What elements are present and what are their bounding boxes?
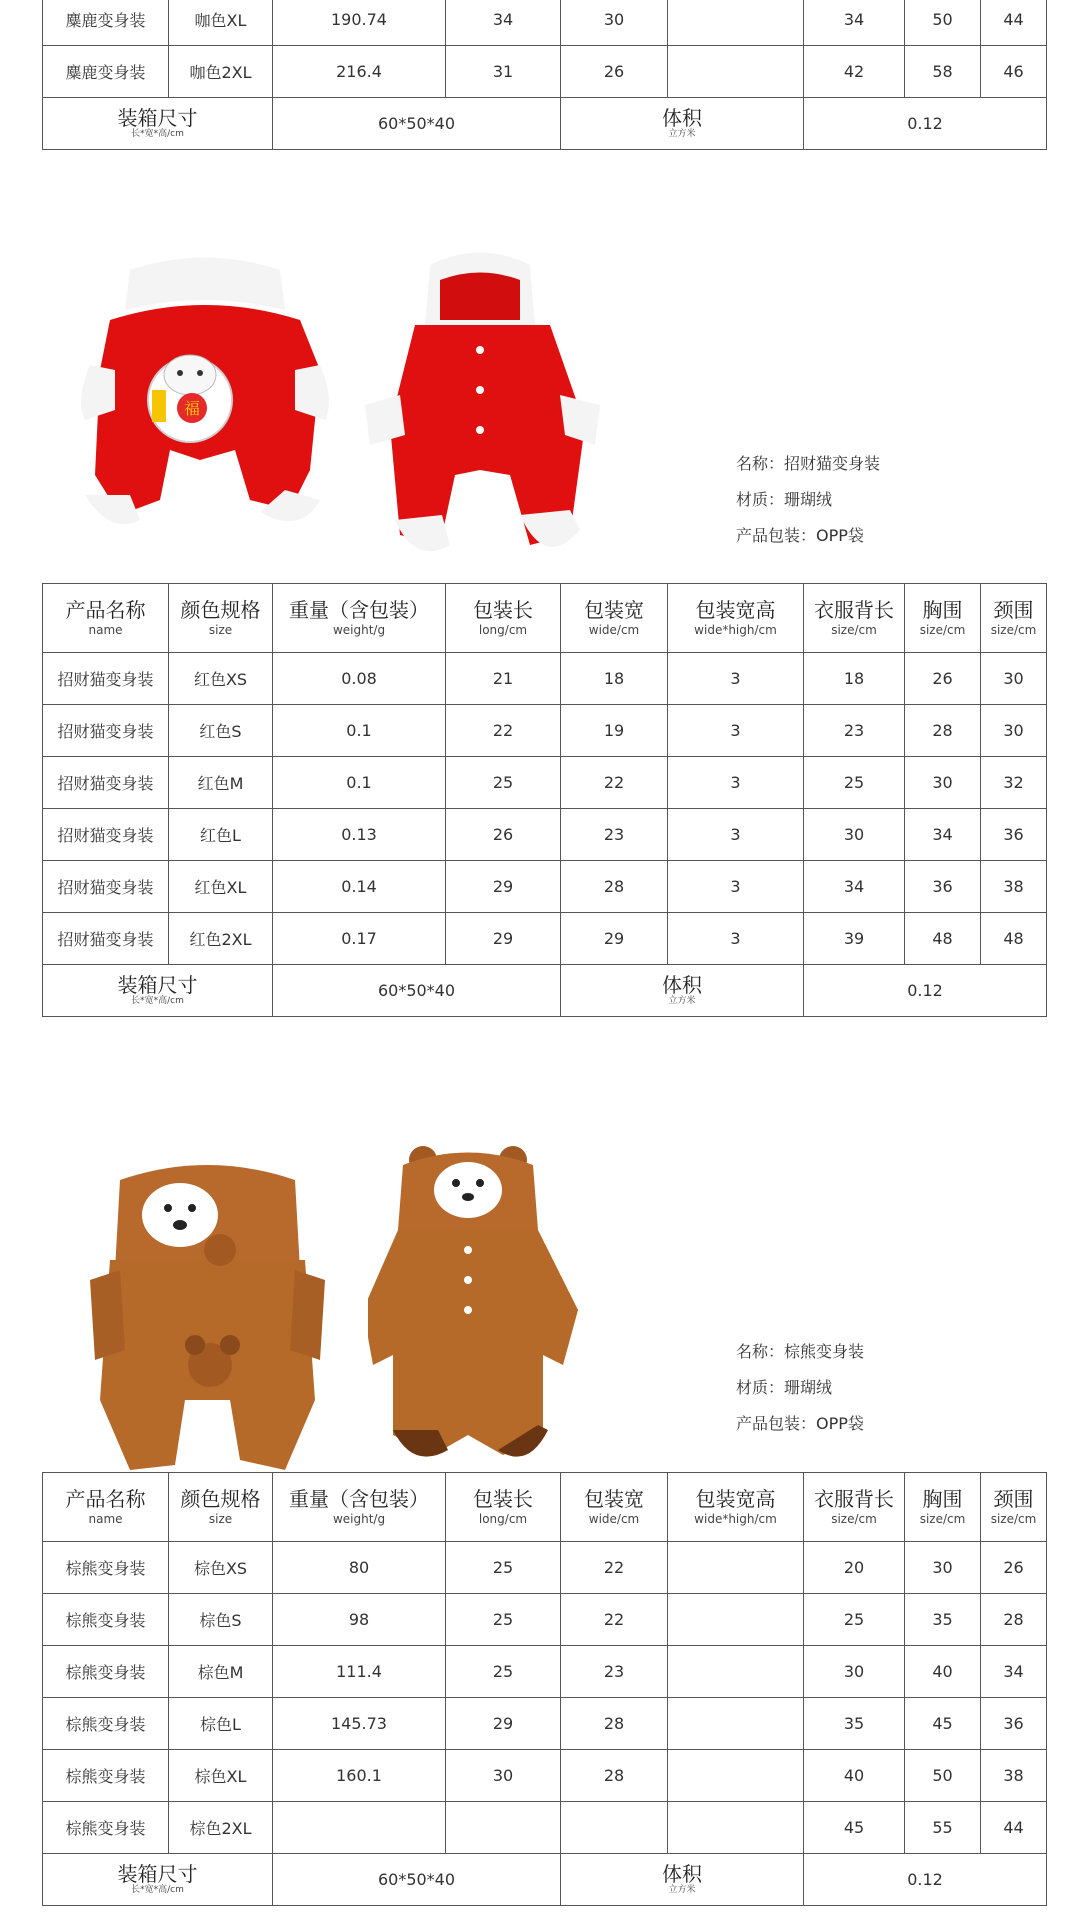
- box-dimensions: 60*50*40: [377, 114, 456, 133]
- table-cell: 145.73: [273, 1698, 446, 1750]
- box-size-label-cell: [43, 965, 273, 1017]
- table-cell: 棕色XL: [169, 1750, 273, 1802]
- volume-label-cell: [561, 965, 804, 1017]
- table-cell: 25: [446, 1646, 561, 1698]
- table-cell: 棕色2XL: [169, 1802, 273, 1854]
- table-cell: 160.1: [273, 1750, 446, 1802]
- table-cell: 30: [905, 757, 981, 809]
- header-zh: 颈围: [993, 1487, 1034, 1511]
- header-cell: [446, 1473, 561, 1542]
- table-cell: 棕色XS: [169, 1542, 273, 1594]
- volume-value-cell: [804, 965, 1047, 1017]
- table-cell: 34: [905, 809, 981, 861]
- header-cell: [981, 584, 1047, 653]
- table-cell: 22: [561, 1542, 668, 1594]
- table-cell: 34: [804, 861, 905, 913]
- table-cell: 42: [804, 46, 905, 98]
- box-dimensions-cell: [273, 98, 561, 150]
- bear-info: [736, 1334, 864, 1442]
- table-cell: 0.1: [273, 757, 446, 809]
- header-en: wide*high/cm: [694, 1512, 777, 1526]
- table-cell: 3: [668, 705, 804, 757]
- table-cell: [668, 0, 804, 46]
- info-name: 名称：棕熊变身装: [736, 1342, 865, 1361]
- table-cell: 39: [804, 913, 905, 965]
- table-cell: 36: [905, 861, 981, 913]
- info-material: 材质：珊瑚绒: [736, 1378, 833, 1397]
- header-en: wide/cm: [588, 1512, 640, 1526]
- table-cell: 28: [561, 1698, 668, 1750]
- header-cell: [43, 584, 169, 653]
- table-cell: 31: [446, 46, 561, 98]
- table-cell: 38: [981, 861, 1047, 913]
- header-zh: 胸围: [922, 1487, 963, 1511]
- header-en: weight/g: [332, 623, 386, 637]
- info-material: 材质：珊瑚绒: [736, 490, 833, 509]
- table-cell: 25: [446, 757, 561, 809]
- box-size-sublabel: 长*宽*高/cm: [131, 1885, 184, 1895]
- box-size-row: [43, 1854, 1047, 1906]
- header-en: size/cm: [990, 1512, 1037, 1526]
- table-cell: 36: [981, 809, 1047, 861]
- table-cell: 21: [446, 653, 561, 705]
- header-cell: [43, 1473, 169, 1542]
- table-cell: 22: [446, 705, 561, 757]
- header-zh: 包装长: [473, 598, 533, 622]
- box-dimensions: 60*50*40: [377, 981, 456, 1000]
- header-cell: [905, 584, 981, 653]
- table-cell: 0.14: [273, 861, 446, 913]
- table-row: [43, 1750, 1047, 1802]
- box-size-sublabel: 长*宽*高/cm: [131, 129, 184, 139]
- header-cell: [905, 1473, 981, 1542]
- header-zh: 包装宽高: [695, 598, 776, 622]
- table-cell: 红色2XL: [169, 913, 273, 965]
- header-row: [43, 1473, 1047, 1542]
- table-cell: 26: [981, 1542, 1047, 1594]
- header-zh: 颜色规格: [180, 598, 261, 622]
- table-cell: 55: [905, 1802, 981, 1854]
- volume-label-cell: [561, 98, 804, 150]
- table-cell: 22: [561, 1594, 668, 1646]
- box-size-row: [43, 98, 1047, 150]
- header-en: long/cm: [478, 623, 528, 637]
- header-zh: 包装宽: [584, 598, 644, 622]
- table-cell: [668, 46, 804, 98]
- table-cell: 3: [668, 653, 804, 705]
- table-cell: [668, 1698, 804, 1750]
- table-cell: 25: [804, 1594, 905, 1646]
- table-cell: 红色XL: [169, 861, 273, 913]
- lucky-cat-costume-back-image: [70, 250, 340, 560]
- table-cell: 30: [905, 1542, 981, 1594]
- box-size-label-cell: [43, 98, 273, 150]
- header-cell: [981, 1473, 1047, 1542]
- table-cell: 26: [561, 46, 668, 98]
- table-row: [43, 653, 1047, 705]
- header-row: [43, 584, 1047, 653]
- box-size-label: 装箱尺寸: [117, 973, 198, 997]
- table-cell: 咖色2XL: [169, 46, 273, 98]
- svg-text:福: 福: [183, 399, 201, 418]
- table-cell: [668, 1750, 804, 1802]
- table-cell: 招财猫变身装: [43, 757, 169, 809]
- header-zh: 颈围: [993, 598, 1034, 622]
- table-cell: 111.4: [273, 1646, 446, 1698]
- table-cell: 28: [981, 1594, 1047, 1646]
- table-cell: 18: [561, 653, 668, 705]
- table-cell: 棕熊变身装: [43, 1646, 169, 1698]
- header-cell: [169, 584, 273, 653]
- header-cell: [668, 584, 804, 653]
- bear-costume-back-image: [90, 1150, 325, 1480]
- info-name: 名称：招财猫变身装: [736, 454, 881, 473]
- table-cell: 棕色M: [169, 1646, 273, 1698]
- header-en: size: [208, 1512, 233, 1526]
- table-cell: 34: [804, 0, 905, 46]
- lucky-cat-costume-front-image: [360, 245, 610, 570]
- table-cell: 26: [446, 809, 561, 861]
- table-cell: 3: [668, 861, 804, 913]
- table-row: [43, 757, 1047, 809]
- box-dimensions-cell: [273, 1854, 561, 1906]
- table-cell: 红色XS: [169, 653, 273, 705]
- table-cell: 25: [446, 1594, 561, 1646]
- volume-value: 0.12: [907, 981, 943, 1000]
- table-row: [43, 1646, 1047, 1698]
- table-cell: 0.08: [273, 653, 446, 705]
- table-cell: 35: [804, 1698, 905, 1750]
- table-cell: [561, 1802, 668, 1854]
- volume-label-cell: [561, 1854, 804, 1906]
- spec-table-bear: [42, 1472, 1047, 1906]
- table-cell: 23: [804, 705, 905, 757]
- table-cell: 28: [561, 861, 668, 913]
- header-zh: 重量（含包装）: [289, 598, 429, 622]
- header-en: name: [88, 623, 123, 637]
- table-cell: 30: [981, 705, 1047, 757]
- header-en: size/cm: [990, 623, 1037, 637]
- header-zh: 包装宽: [584, 1487, 644, 1511]
- table-cell: 32: [981, 757, 1047, 809]
- table-cell: 招财猫变身装: [43, 809, 169, 861]
- table-row: [43, 1542, 1047, 1594]
- table-row: [43, 1698, 1047, 1750]
- header-zh: 衣服背长: [814, 598, 894, 622]
- table-cell: 46: [981, 46, 1047, 98]
- table-cell: 0.17: [273, 913, 446, 965]
- spec-table-lucky-cat: [42, 583, 1047, 1017]
- table-cell: 22: [561, 757, 668, 809]
- table-cell: 23: [561, 809, 668, 861]
- table-cell: 红色M: [169, 757, 273, 809]
- table-cell: 麋鹿变身装: [43, 0, 169, 46]
- table-cell: 棕熊变身装: [43, 1802, 169, 1854]
- table-cell: 34: [981, 1646, 1047, 1698]
- volume-label: 体积: [662, 1862, 702, 1886]
- box-size-label: 装箱尺寸: [117, 1862, 198, 1886]
- table-cell: 30: [804, 809, 905, 861]
- table-cell: [668, 1646, 804, 1698]
- volume-value: 0.12: [907, 114, 943, 133]
- table-cell: 招财猫变身装: [43, 861, 169, 913]
- table-cell: 44: [981, 1802, 1047, 1854]
- box-dimensions: 60*50*40: [377, 1870, 456, 1889]
- table-cell: 34: [446, 0, 561, 46]
- header-en: wide/cm: [588, 623, 640, 637]
- box-dimensions-cell: [273, 965, 561, 1017]
- header-en: weight/g: [332, 1512, 386, 1526]
- table-cell: [668, 1802, 804, 1854]
- table-cell: 50: [905, 1750, 981, 1802]
- table-cell: 29: [446, 861, 561, 913]
- table-cell: 26: [905, 653, 981, 705]
- header-cell: [273, 584, 446, 653]
- table-cell: [273, 1802, 446, 1854]
- header-cell: [561, 584, 668, 653]
- header-cell: [273, 1473, 446, 1542]
- header-en: size/cm: [919, 1512, 966, 1526]
- header-zh: 包装长: [473, 1487, 533, 1511]
- table-cell: 216.4: [273, 46, 446, 98]
- table-cell: 0.13: [273, 809, 446, 861]
- table-cell: 3: [668, 809, 804, 861]
- box-size-label: 装箱尺寸: [117, 106, 198, 130]
- table-row: [43, 809, 1047, 861]
- table-cell: 48: [905, 913, 981, 965]
- bear-costume-front-image: [368, 1135, 588, 1470]
- table-row: [43, 861, 1047, 913]
- table-cell: 棕熊变身装: [43, 1542, 169, 1594]
- table-cell: 45: [804, 1802, 905, 1854]
- table-cell: [668, 1542, 804, 1594]
- table-cell: 38: [981, 1750, 1047, 1802]
- info-packaging: 产品包装：OPP袋: [736, 526, 864, 545]
- table-cell: 28: [905, 705, 981, 757]
- volume-value: 0.12: [907, 1870, 943, 1889]
- table-cell: 棕熊变身装: [43, 1750, 169, 1802]
- table-cell: 招财猫变身装: [43, 653, 169, 705]
- header-en: size/cm: [919, 623, 966, 637]
- info-packaging: 产品包装：OPP袋: [736, 1414, 864, 1433]
- volume-label: 体积: [662, 973, 702, 997]
- table-cell: 19: [561, 705, 668, 757]
- table-row: [43, 1802, 1047, 1854]
- table-cell: 3: [668, 757, 804, 809]
- volume-sublabel: 立方米: [668, 129, 696, 139]
- header-zh: 颜色规格: [180, 1487, 261, 1511]
- table-cell: 29: [561, 913, 668, 965]
- table-cell: 18: [804, 653, 905, 705]
- header-en: long/cm: [478, 1512, 528, 1526]
- table-cell: 36: [981, 1698, 1047, 1750]
- header-zh: 产品名称: [65, 1487, 146, 1511]
- table-cell: 58: [905, 46, 981, 98]
- header-cell: [169, 1473, 273, 1542]
- table-row: [43, 705, 1047, 757]
- table-row: [43, 1594, 1047, 1646]
- volume-sublabel: 立方米: [668, 996, 696, 1006]
- table-cell: 35: [905, 1594, 981, 1646]
- table-cell: 30: [446, 1750, 561, 1802]
- table-cell: 0.1: [273, 705, 446, 757]
- header-zh: 包装宽高: [695, 1487, 776, 1511]
- table-cell: 棕色S: [169, 1594, 273, 1646]
- header-zh: 产品名称: [65, 598, 146, 622]
- header-cell: [804, 584, 905, 653]
- box-size-row: [43, 965, 1047, 1017]
- header-cell: [668, 1473, 804, 1542]
- table-cell: 45: [905, 1698, 981, 1750]
- header-en: size/cm: [831, 623, 877, 637]
- spec-table-deer: [42, 0, 1047, 150]
- table-cell: 30: [981, 653, 1047, 705]
- volume-label: 体积: [662, 106, 702, 130]
- table-cell: 44: [981, 0, 1047, 46]
- table-cell: [668, 1594, 804, 1646]
- table-cell: 40: [804, 1750, 905, 1802]
- table-cell: 麋鹿变身装: [43, 46, 169, 98]
- header-zh: 重量（含包装）: [289, 1487, 429, 1511]
- table-row: [43, 913, 1047, 965]
- table-cell: 20: [804, 1542, 905, 1594]
- table-cell: 25: [804, 757, 905, 809]
- table-cell: 棕熊变身装: [43, 1594, 169, 1646]
- table-cell: 红色L: [169, 809, 273, 861]
- header-en: wide*high/cm: [694, 623, 777, 637]
- table-cell: 29: [446, 1698, 561, 1750]
- volume-value-cell: [804, 98, 1047, 150]
- table-cell: 咖色XL: [169, 0, 273, 46]
- table-cell: 23: [561, 1646, 668, 1698]
- table-cell: 48: [981, 913, 1047, 965]
- table-cell: 28: [561, 1750, 668, 1802]
- table-cell: 棕熊变身装: [43, 1698, 169, 1750]
- box-size-sublabel: 长*宽*高/cm: [131, 996, 184, 1006]
- table-cell: 50: [905, 0, 981, 46]
- table-cell: 招财猫变身装: [43, 913, 169, 965]
- table-row: [43, 0, 1047, 46]
- header-cell: [804, 1473, 905, 1542]
- table-cell: 98: [273, 1594, 446, 1646]
- table-row: [43, 46, 1047, 98]
- lucky-cat-info: [736, 446, 880, 554]
- table-cell: 招财猫变身装: [43, 705, 169, 757]
- table-cell: 3: [668, 913, 804, 965]
- header-cell: [446, 584, 561, 653]
- table-cell: [446, 1802, 561, 1854]
- table-cell: 棕色L: [169, 1698, 273, 1750]
- table-cell: 红色S: [169, 705, 273, 757]
- header-en: size/cm: [831, 1512, 877, 1526]
- volume-value-cell: [804, 1854, 1047, 1906]
- table-cell: 190.74: [273, 0, 446, 46]
- header-zh: 衣服背长: [814, 1487, 894, 1511]
- header-cell: [561, 1473, 668, 1542]
- header-en: name: [88, 1512, 123, 1526]
- header-en: size: [208, 623, 233, 637]
- table-cell: 30: [561, 0, 668, 46]
- table-cell: 40: [905, 1646, 981, 1698]
- table-cell: 30: [804, 1646, 905, 1698]
- table-cell: 29: [446, 913, 561, 965]
- header-zh: 胸围: [922, 598, 963, 622]
- table-cell: 80: [273, 1542, 446, 1594]
- volume-sublabel: 立方米: [668, 1885, 696, 1895]
- table-cell: 25: [446, 1542, 561, 1594]
- box-size-label-cell: [43, 1854, 273, 1906]
